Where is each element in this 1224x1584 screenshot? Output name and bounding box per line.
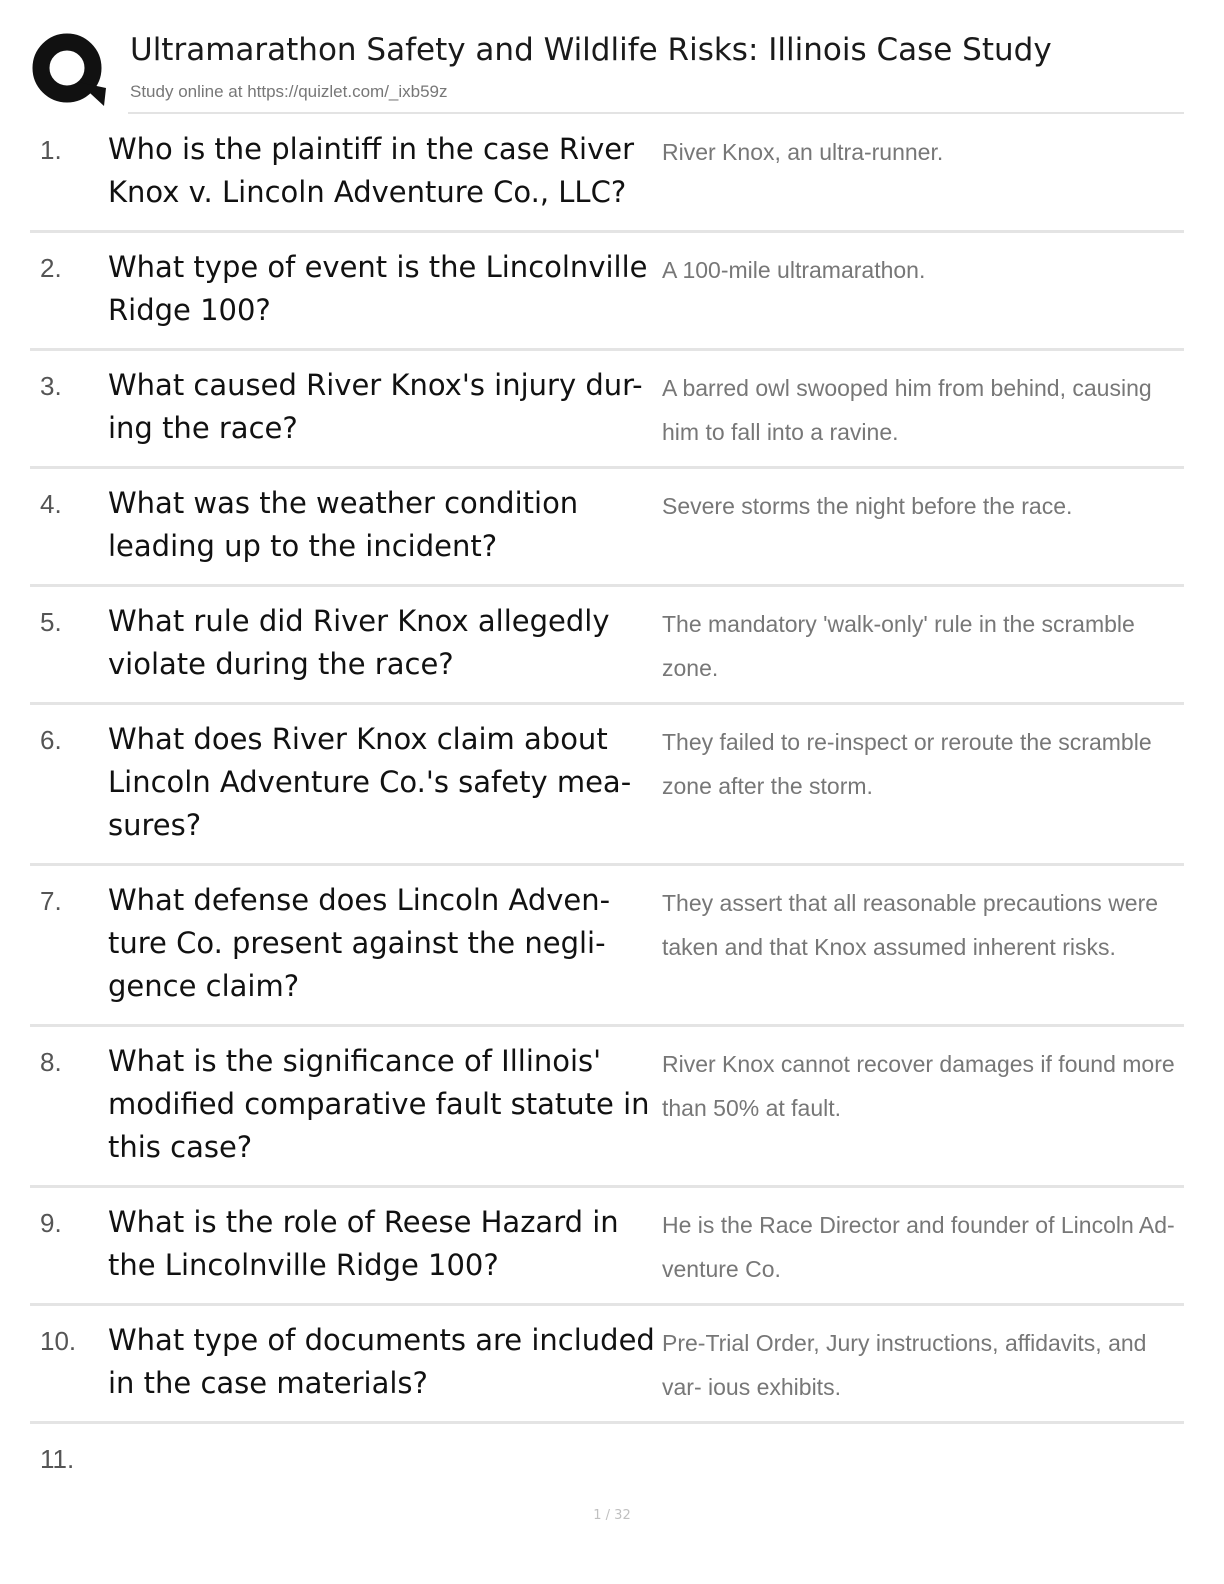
card-answer: They failed to re-inspect or reroute the scramble zone after the storm. [662,729,1152,799]
document-header [30,28,1184,114]
card-question: What caused River Knox's injury dur- ing the race? [108,368,643,445]
card-number: 2. [40,253,62,283]
card-number: 8. [40,1047,62,1077]
card-number: 1. [40,135,62,165]
quizlet-logo-icon [30,32,108,110]
card-number: 6. [40,725,62,755]
header-divider [128,112,1184,114]
card-question: What rule did River Knox allegedly violate during the race? [108,604,610,681]
flashcard-list [30,115,1184,1494]
card-answer: He is the Race Director and founder of Lincoln Ad- venture Co. [662,1212,1175,1282]
card-answer: River Knox cannot recover damages if found more than 50% at fault. [662,1051,1175,1121]
card-number: 10. [40,1326,77,1356]
card-number: 4. [40,489,62,519]
card-number: 11. [40,1444,75,1474]
flashcard-row [30,866,1184,1027]
flashcard-row [30,705,1184,866]
document-title: Ultramarathon Safety and Wildlife Risks: Illinois Case Study [130,32,1052,68]
flashcard-row [30,351,1184,469]
card-number: 5. [40,607,62,637]
flashcard-row [30,233,1184,351]
flashcard-row [30,587,1184,705]
flashcard-row [30,115,1184,233]
card-answer: A 100-mile ultramarathon. [662,257,926,283]
flashcard-row [30,1188,1184,1306]
card-number: 9. [40,1208,62,1238]
card-answer: They assert that all reasonable precautions were taken and that Knox assumed inherent risks. [662,890,1159,960]
card-question: What is the significance of Illinois' modified comparative fault statute in this case? [108,1044,650,1164]
card-number: 3. [40,371,62,401]
card-question: What type of event is the Lincolnville Ridge 100? [108,250,648,327]
card-answer: Pre-Trial Order, Jury instructions, affidavits, and var- ious exhibits. [662,1330,1147,1400]
flashcard-row [30,1027,1184,1188]
card-question: What is the role of Reese Hazard in the Lincolnville Ridge 100? [108,1205,619,1282]
card-question: What was the weather condition leading up to the incident? [108,486,579,563]
card-answer: A barred owl swooped him from behind, causing him to fall into a ravine. [662,375,1152,445]
page-number: 1 / 32 [593,1508,631,1523]
card-answer: Severe storms the night before the race. [662,493,1073,519]
card-answer: The mandatory 'walk-only' rule in the scramble zone. [662,611,1135,681]
study-online-link[interactable]: Study online at https://quizlet.com/_ixb59z [130,82,448,101]
card-answer: River Knox, an ultra-runner. [662,139,944,165]
flashcard-row [30,1306,1184,1424]
card-question: Who is the plaintiff in the case River Knox v. Lincoln Adventure Co., LLC? [108,132,634,209]
card-question: What does River Knox claim about Lincoln Adventure Co.'s safety mea- sures? [108,722,632,842]
card-question: What defense does Lincoln Adven- ture Co. present against the negli- gence claim? [108,883,611,1003]
flashcard-row [30,1424,1184,1494]
card-number: 7. [40,886,62,916]
flashcard-row [30,469,1184,587]
card-question: What type of documents are included in the case materials? [108,1323,655,1400]
